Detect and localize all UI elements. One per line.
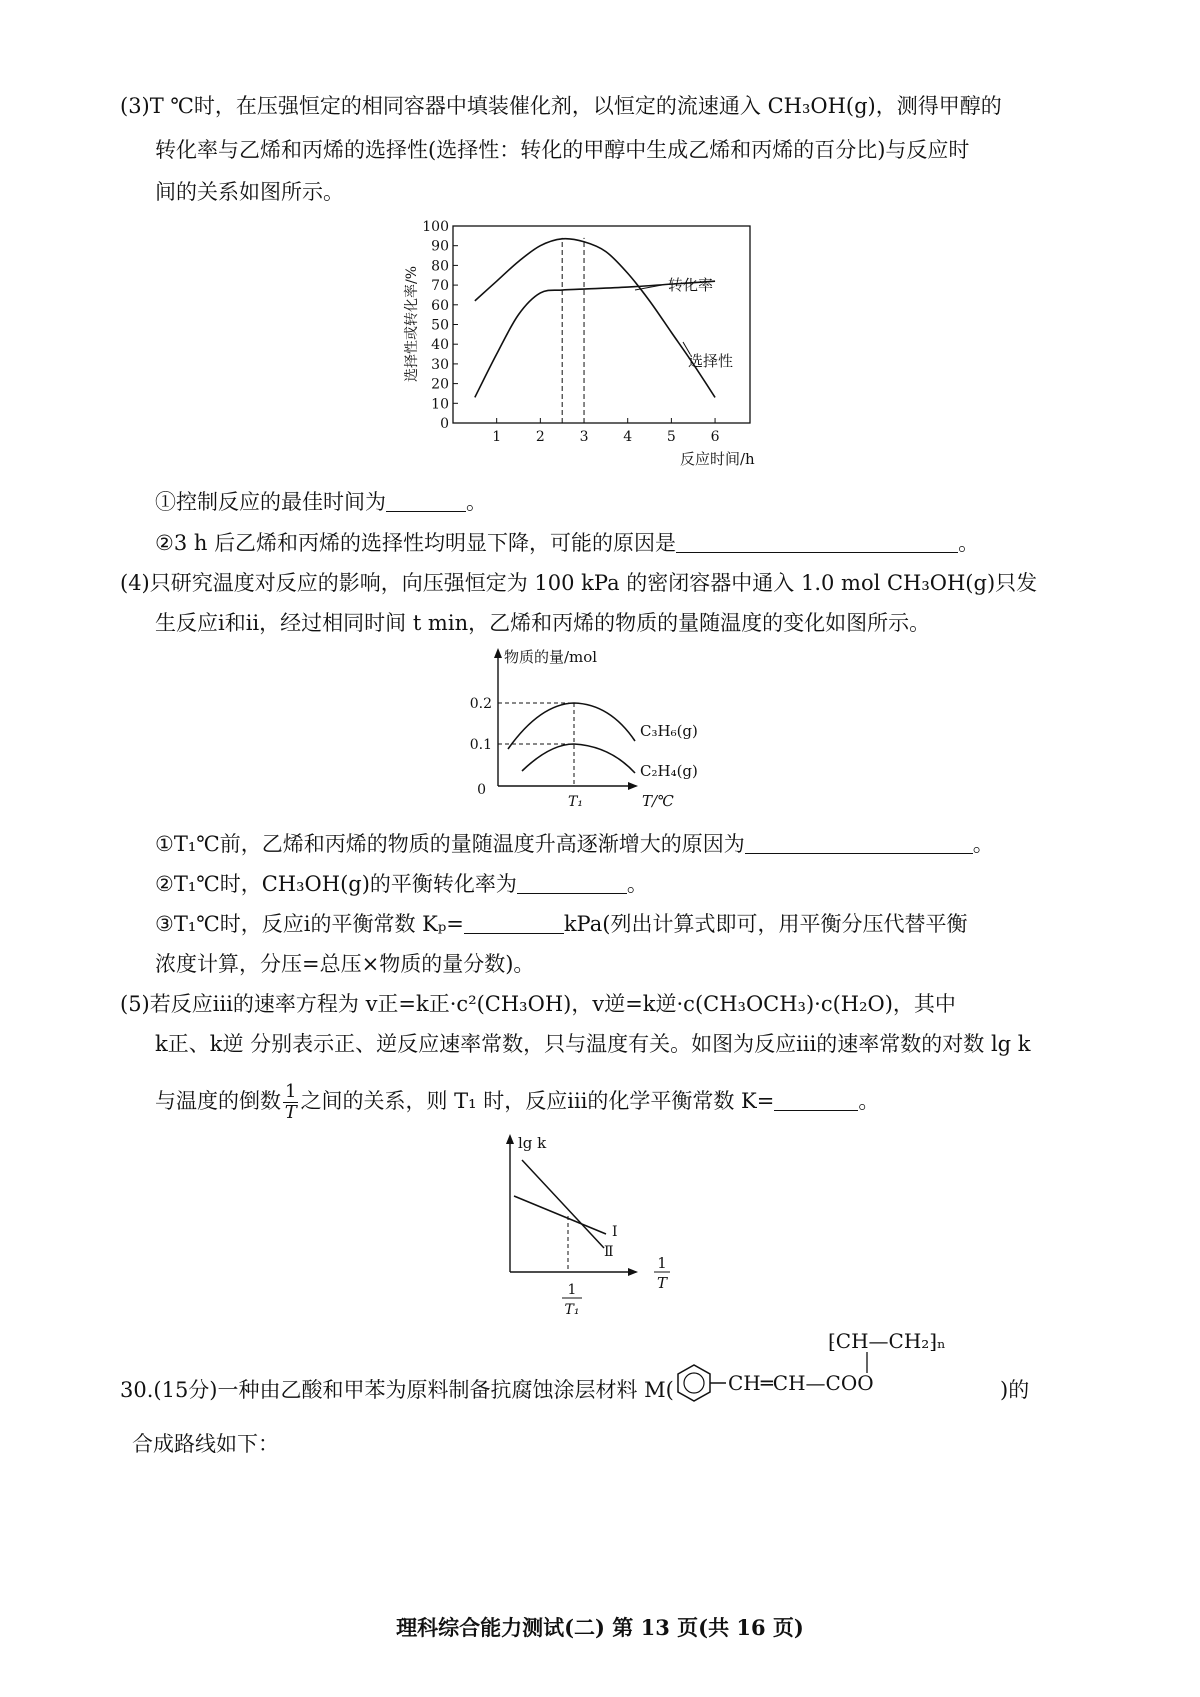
ytick-label: 60	[431, 297, 449, 314]
answer-blank[interactable]	[745, 835, 973, 854]
xtick-label: 3	[579, 429, 589, 445]
q30-line1b: )的	[1000, 1378, 1030, 1402]
xtick-num: 1	[567, 1282, 577, 1298]
series-label-conversion: 转化率	[668, 276, 714, 294]
q4-line2: 生反应ⅰ和ⅱ，经过相同时间 t min，乙烯和丙烯的物质的量随温度的变化如图所示。	[155, 611, 931, 635]
xtick-T1: T₁	[568, 794, 583, 810]
conversion-selectivity-chart	[400, 208, 780, 478]
x-axis-num: 1	[657, 1254, 667, 1272]
xtick-den: T₁	[564, 1302, 580, 1318]
origin-label: 0	[477, 782, 486, 798]
q4-sub2: ②T₁℃时，CH₃OH(g)的平衡转化率为 。	[155, 872, 648, 896]
answer-blank[interactable]	[386, 493, 466, 512]
series-label-selectivity: 选择性	[688, 352, 734, 370]
page-footer: 理科综合能力测试(二) 第 13 页(共 16 页)	[396, 1615, 804, 1640]
series-label-c3h6: C₃H₆(g)	[640, 722, 698, 740]
selectivity-curve	[475, 239, 715, 398]
q4-sub3-line2: 浓度计算，分压=总压×物质的量分数)。	[155, 952, 535, 976]
y-axis-label: 选择性或转化率/%	[404, 265, 420, 383]
q4-sub1: ①T₁℃前，乙烯和丙烯的物质的量随温度升高逐渐增大的原因为 。	[155, 832, 994, 856]
q30-line1a: 30.(15分)一种由乙酸和甲苯为原料制备抗腐蚀涂层材料 M(	[120, 1378, 674, 1402]
q3-sub1: ①控制反应的最佳时间为 。	[155, 490, 487, 514]
series-label-I: Ⅰ	[612, 1224, 618, 1240]
q4-sub3: ③T₁℃时，反应ⅰ的平衡常数 Kₚ= kPa(列出计算式即可，用平衡分压代替平衡	[155, 912, 968, 936]
conversion-curve	[475, 281, 715, 397]
series-label-c2h4: C₂H₄(g)	[640, 762, 698, 780]
ytick-label: 80	[431, 258, 449, 275]
ytick-label: 40	[431, 337, 449, 354]
xtick-label: 5	[666, 429, 676, 445]
xtick-label: 1	[492, 429, 502, 445]
x-axis-label: T/℃	[642, 792, 674, 810]
ytick-label: 100	[422, 219, 449, 235]
lgk-vs-reciprocal-T-chart	[480, 1128, 700, 1318]
x-axis-label: 反应时间/h	[680, 450, 755, 468]
x-axis-den: T	[656, 1274, 668, 1292]
ytick-label: 90	[431, 238, 449, 255]
fraction: $\frac{1}{T}$	[284, 1081, 297, 1123]
answer-blank[interactable]	[774, 1092, 858, 1111]
c2h4-curve	[522, 744, 635, 773]
ytick-label: 50	[431, 317, 449, 334]
ytick-label: 0	[440, 416, 449, 432]
xtick-label: 2	[535, 429, 545, 445]
ytick-label: 10	[431, 396, 449, 413]
q30-line2: 合成路线如下：	[132, 1432, 279, 1456]
q3-sub2: ②3 h 后乙烯和丙烯的选择性均明显下降，可能的原因是 。	[155, 531, 980, 555]
ytick-0.2: 0.2	[469, 696, 492, 712]
amount-vs-temperature-chart	[460, 646, 720, 810]
ytick-label: 20	[431, 376, 449, 393]
y-axis-label: lg k	[518, 1134, 547, 1152]
polymer-main-chain: CH═CH—COO	[728, 1371, 874, 1395]
q5-line3: 与温度的倒数 $\frac{1}{T}$ 之间的关系，则 T₁ 时，反应ⅲ的化学平衡常数 K= 。	[155, 1081, 880, 1123]
xtick-label: 4	[623, 429, 633, 445]
q3-line2: 转化率与乙烯和丙烯的选择性(选择性：转化的甲醇中生成乙烯和丙烯的百分比)与反应时	[155, 138, 970, 162]
q5-line1: (5)若反应ⅲ的速率方程为 v正=k正·c²(CH₃OH)，v逆=k逆·c(CH₃OCH₃)·c(H₂O)，其中	[120, 992, 956, 1016]
answer-blank[interactable]	[464, 915, 564, 934]
answer-blank[interactable]	[517, 875, 627, 894]
xtick-label: 6	[710, 429, 720, 445]
series-label-II: Ⅱ	[604, 1244, 614, 1260]
answer-blank[interactable]	[676, 534, 958, 553]
y-axis-label: 物质的量/mol	[504, 648, 598, 666]
polymer-structure	[652, 1318, 992, 1428]
q3-line1: (3)T ℃时，在压强恒定的相同容器中填装催化剂，以恒定的流速通入 CH₃OH(g)，测得甲醇的	[120, 94, 1002, 118]
ytick-0.1: 0.1	[469, 737, 492, 753]
c3h6-curve	[508, 703, 635, 749]
polymer-repeat-unit: ⁅CH—CH₂⁆ₙ	[828, 1329, 946, 1353]
ytick-label: 70	[431, 278, 449, 295]
q4-line1: (4)只研究温度对反应的影响，向压强恒定为 100 kPa 的密闭容器中通入 1.0 mol CH₃OH(g)只发	[120, 571, 1038, 595]
q3-line3: 间的关系如图所示。	[155, 180, 344, 204]
q5-line2: k正、k逆 分别表示正、逆反应速率常数，只与温度有关。如图为反应ⅲ的速率常数的对数 lg k	[155, 1032, 1031, 1056]
ytick-label: 30	[431, 356, 449, 373]
